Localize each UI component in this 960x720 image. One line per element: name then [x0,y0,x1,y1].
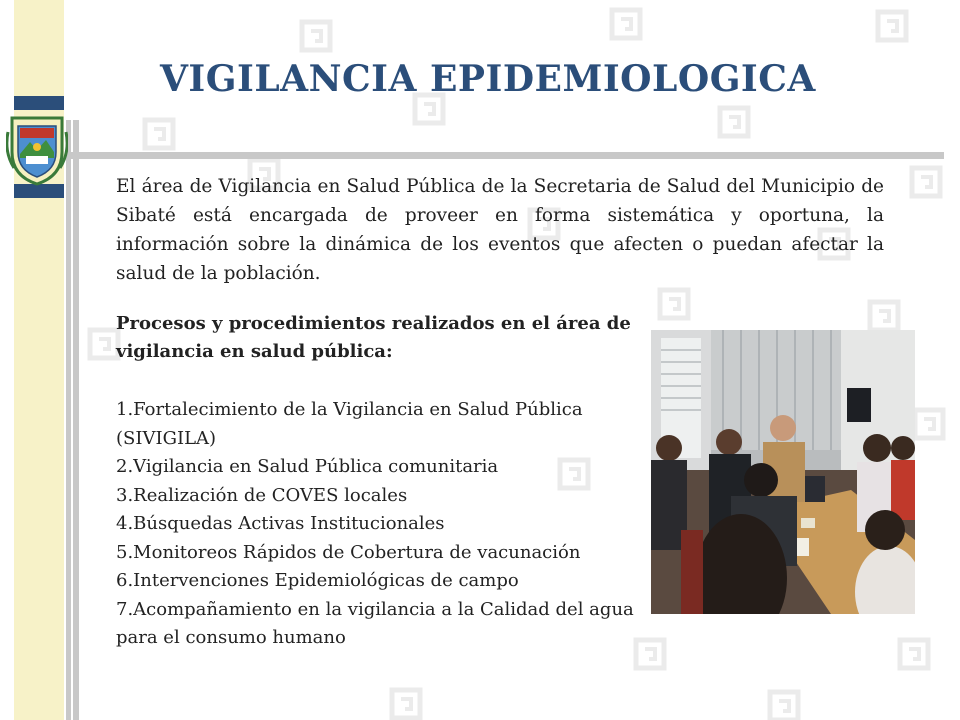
process-item: 6.Intervenciones Epidemiológicas de campo [116,570,519,591]
process-item: 7.Acompañamiento en la vigilancia a la Calidad del agua para el consumo humano [116,598,634,648]
vertical-rule-outer [66,120,71,720]
horizontal-rule [66,152,944,159]
blue-bar-top [14,96,64,110]
process-item: 3.Realización de COVES locales [116,484,408,506]
vertical-rule-inner [73,120,79,720]
municipal-coat-of-arms-icon [6,112,68,186]
blue-bar-bottom [14,184,64,198]
intro-paragraph: El área de Vigilancia en Salud Pública de la Secretaria de Salud del Municipio de Sibaté está encargada de proveer en forma sistemática y oportuna, la información sobre la dinámica de los eventos que afecten o puedan afectar la salud de la población. [116,176,884,284]
process-item: 1.Fortalecimiento de la Vigilancia en Salud Pública (SIVIGILA) [116,399,583,449]
process-item: 5.Monitoreos Rápidos de Cobertura de vacunación [116,541,581,563]
processes-heading: Procesos y procedimientos realizados en el área de vigilancia en salud pública: [116,313,631,362]
process-item: 4.Búsquedas Activas Institucionales [116,513,445,534]
process-item: 2.Vigilancia en Salud Pública comunitaria [116,456,499,477]
meeting-photo [651,330,915,614]
processes-list [116,396,656,653]
page-title: VIGILANCIA EPIDEMIOLOGICA [160,58,816,100]
